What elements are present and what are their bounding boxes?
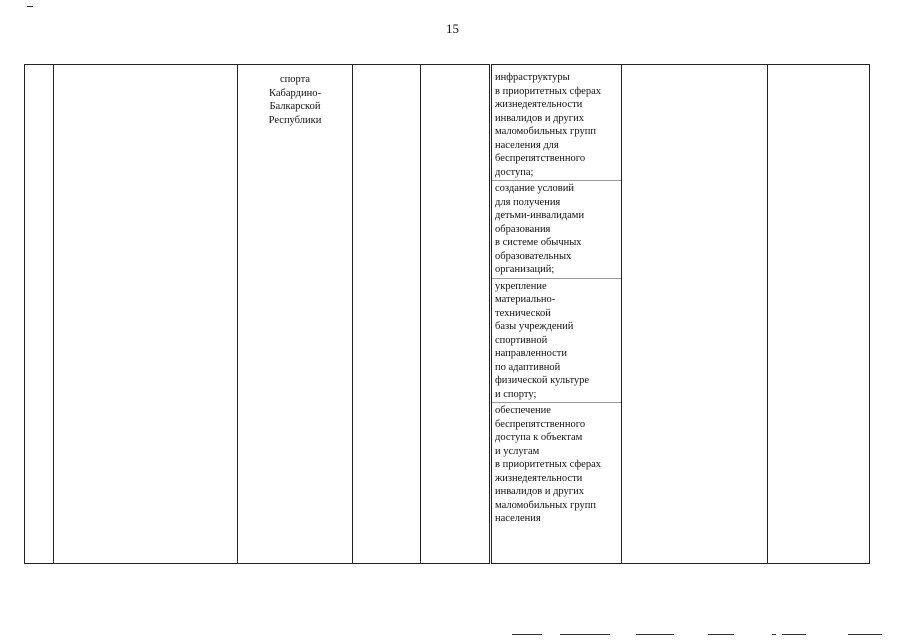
measure-item [495,280,617,402]
organization-line: Республики [268,114,322,126]
cell-organization [238,65,353,564]
measure-list [495,71,617,526]
measure-line: образования [495,223,551,235]
cell-indicators [622,65,768,564]
measure-line: детьми-инвалидами [495,210,585,221]
cell-term-start [353,65,421,564]
measure-line: материально- [495,294,556,305]
measure-line: жизнедеятельности [495,99,583,110]
measure-line: спортивной [495,334,548,346]
measure-line: инвалидов и других [495,486,584,497]
measure-line: населения [495,513,541,524]
measure-line: базы учреждений [495,321,574,332]
measure-line: по адаптивной [495,361,561,373]
measure-line: доступа к объектам [495,432,583,443]
measure-line: физической культуре [495,375,590,386]
measure-separator [492,402,621,403]
measure-line: создание условий [495,183,574,194]
measure-line: маломобильных групп [495,499,596,511]
measure-line: беспрепятственного [495,418,586,430]
cell-number [25,65,54,564]
measure-line: маломобильных групп [495,126,596,137]
measure-separator [492,278,621,279]
document-table [24,64,870,564]
measure-line: укрепление [495,280,547,292]
measure-line: обеспечение [495,405,551,416]
organization-line: Кабардино- [269,87,321,99]
organization-lines [238,73,352,127]
cell-notes [768,65,870,564]
measure-line: населения для [495,139,559,151]
measure-line: организаций; [495,264,555,275]
measure-line: направленности [495,348,568,359]
measure-line: инвалидов и других [495,112,584,124]
footer-rules [0,634,905,640]
organization-line: Балкарской [269,101,321,112]
measure-line: жизнедеятельности [495,472,583,484]
page-number: 15 [446,21,459,36]
cell-name [54,65,238,564]
corner-mark [27,6,33,7]
measure-line: в системе обычных [495,237,582,248]
measure-line: образовательных [495,250,572,262]
organization-line: спорта [279,74,311,85]
measure-line: и услугам [495,445,540,457]
measure-separator [492,180,621,181]
measure-item [495,71,617,179]
measure-line: доступа; [495,166,534,178]
cell-measures [491,65,622,564]
measure-item [495,404,617,526]
measure-line: беспрепятственного [495,153,586,164]
measure-line: в приоритетных сферах [495,85,601,97]
measure-item [495,182,617,277]
measure-line: в приоритетных сферах [495,459,601,470]
measure-line: технической [495,307,551,319]
table-row [25,65,870,564]
measure-line: инфраструктуры [495,72,570,83]
measure-line: для получения [495,196,561,208]
measure-line: и спорту; [495,388,537,400]
cell-term-end [421,65,491,564]
